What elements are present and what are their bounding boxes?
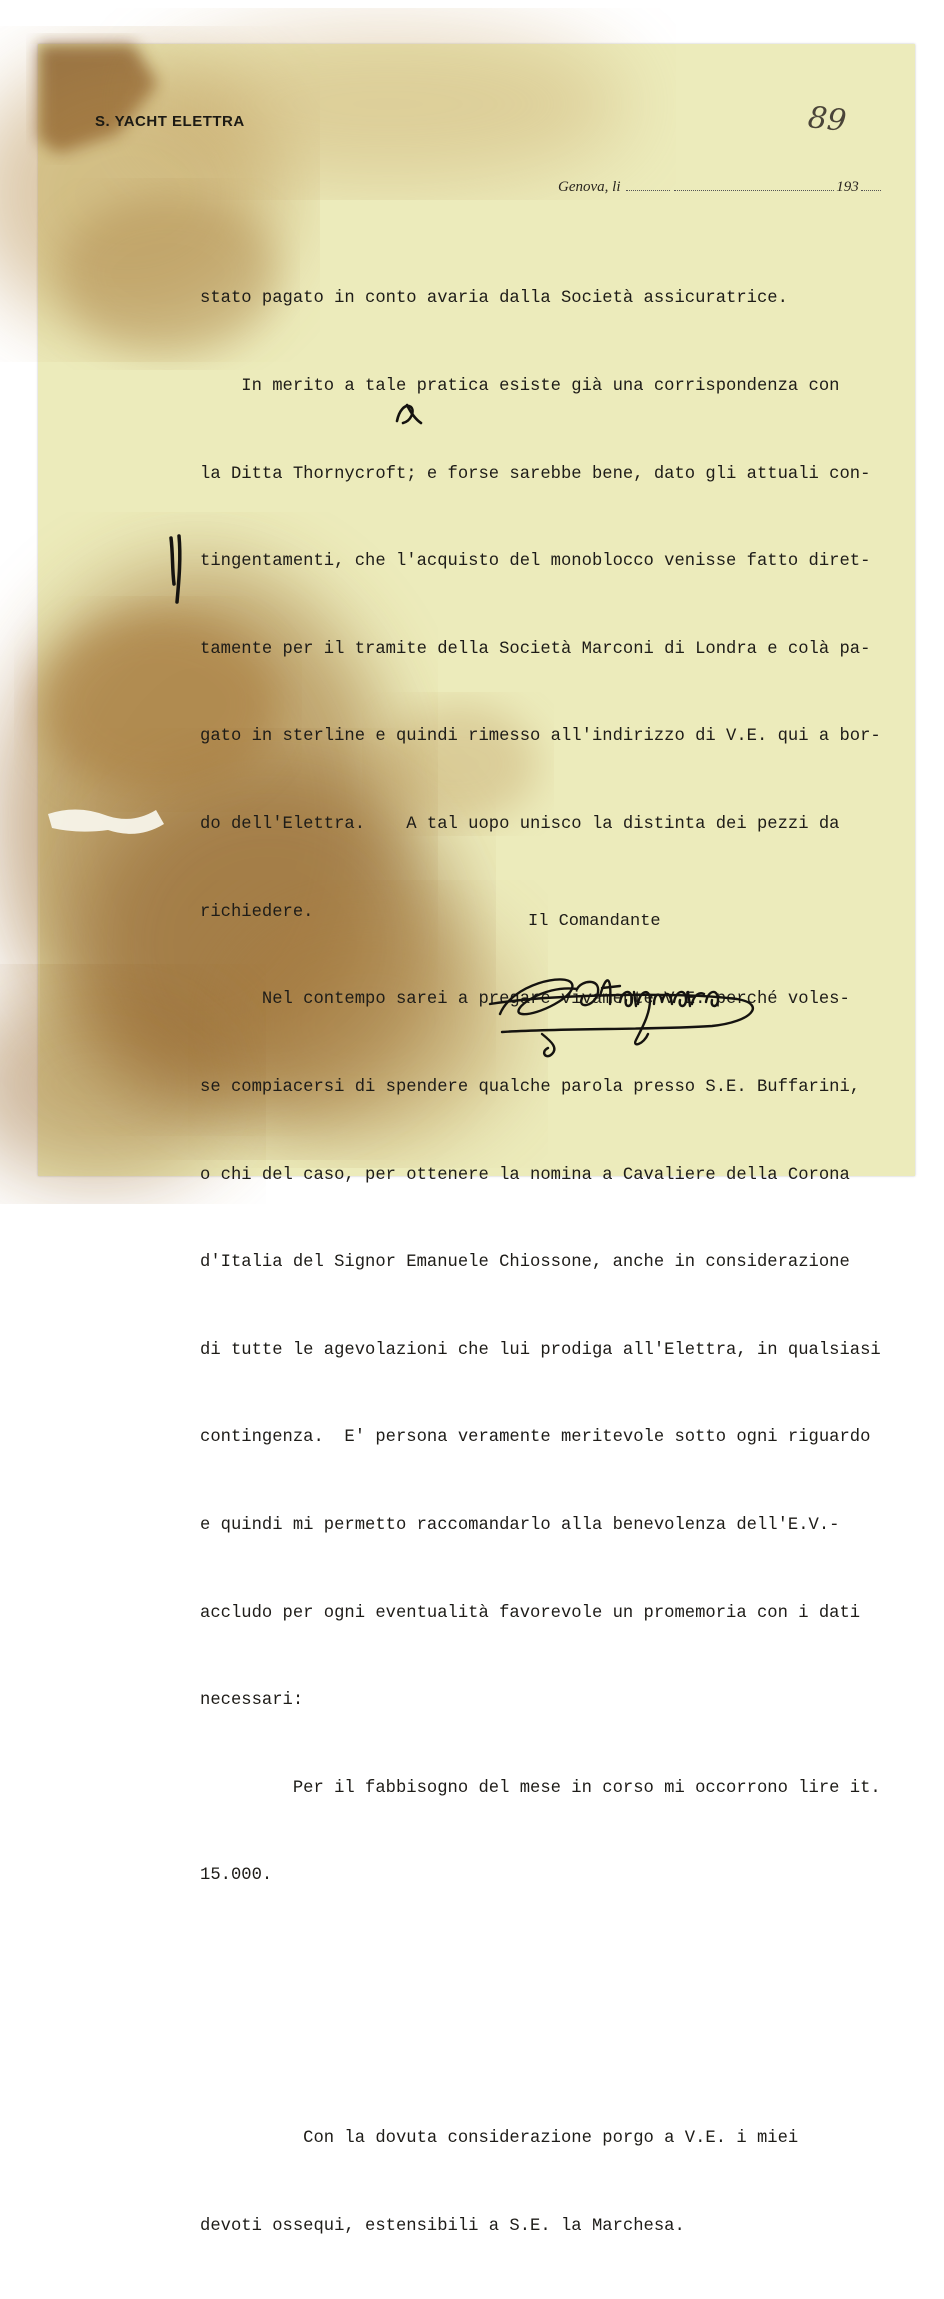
body-line: tingentamenti, che l'acquisto del monoblocco venisse fatto diret- bbox=[200, 552, 871, 572]
day-blank bbox=[626, 190, 670, 191]
dateline-place: Genova, li bbox=[558, 179, 621, 195]
body-line: se compiacersi di spendere qualche parola presso S.E. Buffarini, bbox=[200, 1077, 861, 1097]
body-line: do dell'Elettra. A tal uopo unisco la distinta dei pezzi da bbox=[200, 815, 840, 835]
letterhead: S. YACHT ELETTRA bbox=[95, 113, 245, 130]
signature-title: Il Comandante bbox=[528, 912, 661, 931]
body-line: e quindi mi permetto raccomandarlo alla benevolenza dell'E.V.- bbox=[200, 1515, 840, 1535]
body-line: gato in sterline e quindi rimesso all'indirizzo di V.E. qui a bor- bbox=[200, 727, 881, 747]
handwritten-page-number: 89 bbox=[806, 100, 848, 139]
letter-sheet bbox=[38, 44, 915, 2236]
letter-body bbox=[200, 226, 880, 2299]
handwritten-correction-mark bbox=[393, 399, 425, 429]
body-line: Per il fabbisogno del mese in corso mi occorrono lire it. bbox=[200, 1778, 881, 1798]
body-line: accludo per ogni eventualità favorevole un promemoria con i dati bbox=[200, 1603, 861, 1623]
body-line: tamente per il tramite della Società Marconi di Londra e colà pa- bbox=[200, 639, 871, 659]
handwritten-signature bbox=[482, 944, 772, 1064]
year-blank bbox=[861, 190, 881, 191]
body-line: richiedere. bbox=[200, 902, 314, 922]
body-line: o chi del caso, per ottenere la nomina a Cavaliere della Corona bbox=[200, 1165, 850, 1185]
closing-line: Con la dovuta considerazione porgo a V.E. i miei bbox=[200, 2129, 799, 2149]
body-line: In merito a tale pratica esiste già una corrispondenza con bbox=[200, 377, 840, 397]
body-line: stato pagato in conto avaria dalla Società assicuratrice. bbox=[200, 289, 788, 309]
closing-line: devoti ossequi, estensibili a S.E. la Marchesa. bbox=[200, 2216, 685, 2236]
body-line: d'Italia del Signor Emanuele Chiossone, anche in considerazione bbox=[200, 1253, 850, 1273]
margin-mark bbox=[163, 532, 193, 612]
body-line: la Ditta Thornycroft; e forse sarebbe bene, dato gli attuali con- bbox=[200, 464, 871, 484]
body-line: di tutte le agevolazioni che lui prodiga all'Elettra, in qualsiasi bbox=[200, 1340, 881, 1360]
body-line: necessari: bbox=[200, 1691, 304, 1711]
month-blank bbox=[674, 190, 834, 191]
body-line: 15.000. bbox=[200, 1866, 273, 1886]
body-line: contingenza. E' persona veramente meritevole sotto ogni riguardo bbox=[200, 1428, 871, 1448]
dateline bbox=[558, 179, 878, 196]
body-line: Nel contempo sarei a pregare vivamente V.E. perché voles- bbox=[200, 990, 850, 1010]
dateline-year: 193 bbox=[836, 179, 859, 195]
